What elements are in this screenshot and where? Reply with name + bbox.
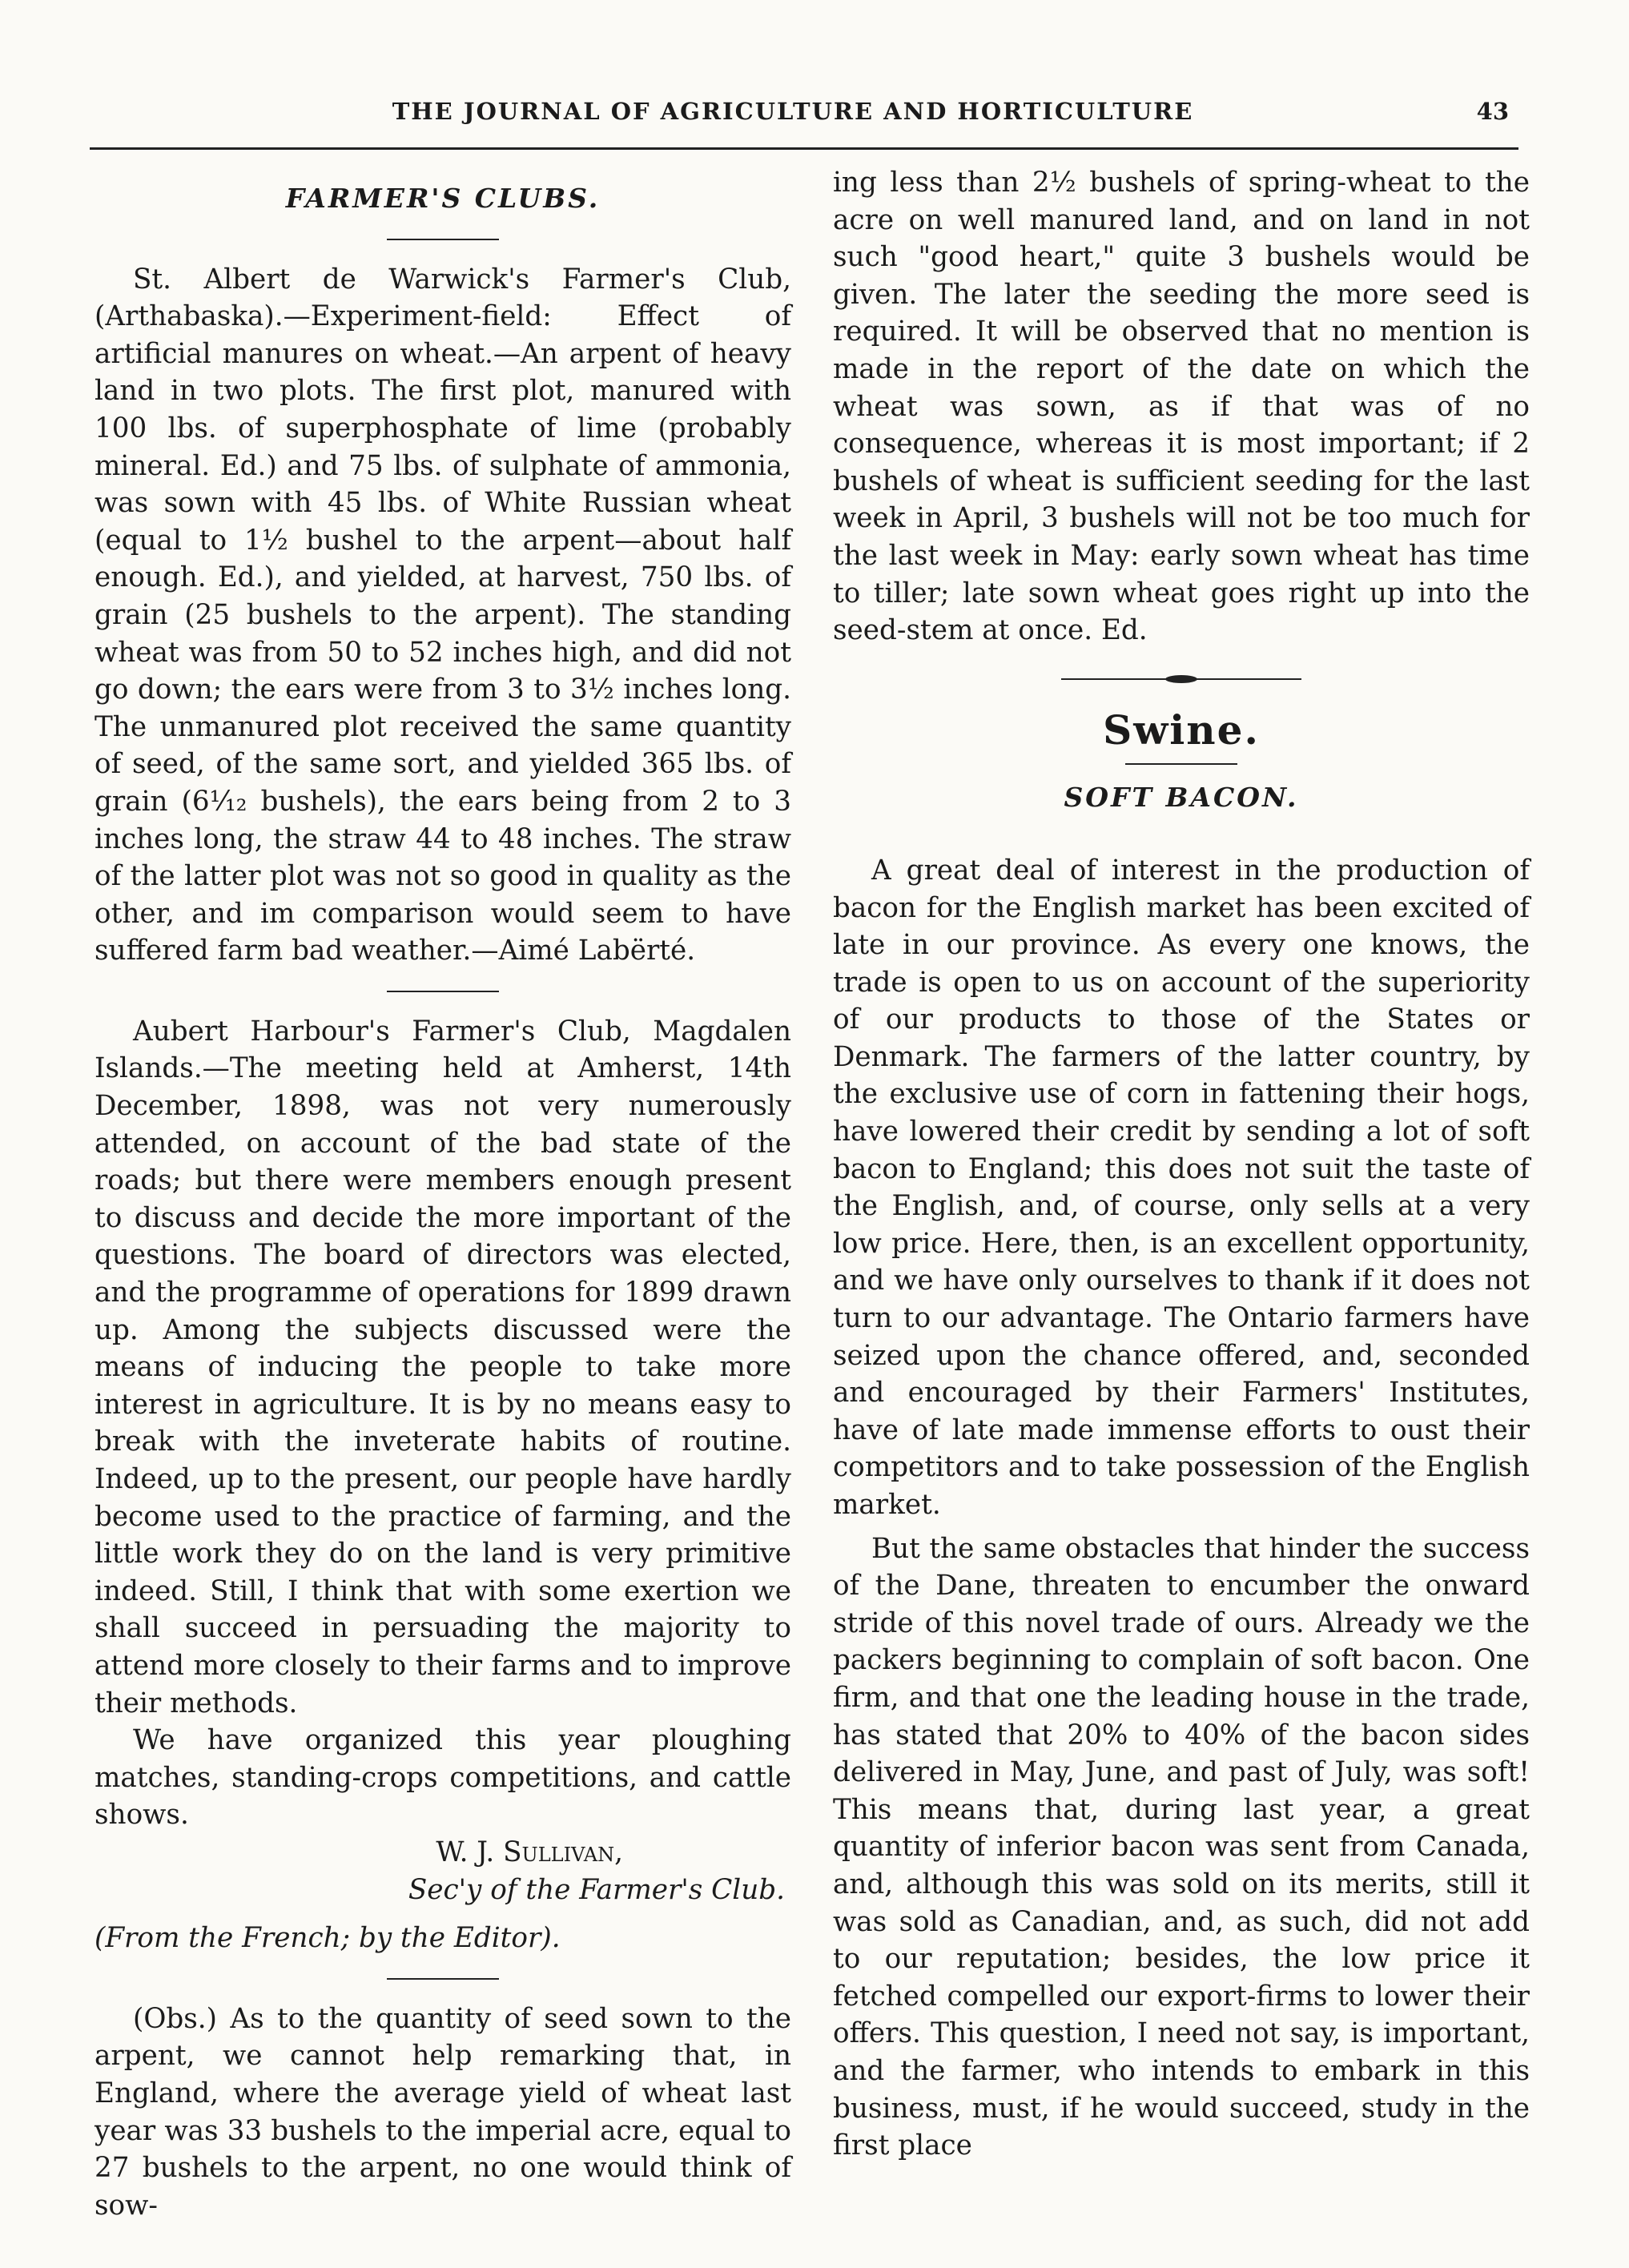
soft-bacon-heading: SOFT BACON. xyxy=(1064,782,1299,814)
bacon-paragraph-1: A great deal of interest in the production of bacon for the English market has been excited of late in our province. As every one knows, the trade is open to us on account of the superiority of our products to those of the States or Denmark. The farmers of the latter country, by the exclusive use of corn in fattening their hogs, have lowered their credit by sending a lot of soft bacon to England; this does not suit the taste of the English, and, of course, only sells at a very low price. Here, then, is an excellent opportunity, and we have only ourselves to thank if it does not turn to our advantage. The Ontario farmers have seized upon the chance offered, and, seconded and encouraged by their Farmers' Institutes, have of late made immense efforts to oust their competitors and to take possession of the English market. xyxy=(833,854,1530,1521)
right-column xyxy=(833,164,1530,2165)
page-number: 43 xyxy=(1476,98,1509,125)
divider xyxy=(387,239,499,240)
obs-paragraph: (Obs.) As to the quantity of seed sown to the arpent, we cannot help remarking that, in England, where the average yield of wheat last year was 33 bushels to the imperial acre, equal to 27 bushels to the arpent, no one would think of sow- xyxy=(95,2002,791,2222)
divider xyxy=(387,991,499,992)
divider xyxy=(387,1978,499,1980)
section-title: Swine. xyxy=(1103,706,1260,754)
translation-note: (From the French; by the Editor). xyxy=(95,1922,561,1955)
divider xyxy=(1125,763,1237,765)
running-header: THE JOURNAL OF AGRICULTURE AND HORTICULTURE xyxy=(392,98,1194,125)
signature-name: W. J. Sullivan, xyxy=(436,1836,623,1868)
spacer xyxy=(833,817,1530,852)
organized-paragraph: We have organized this year ploughing matches, standing-crops competitions, and cattle shows. xyxy=(95,1724,791,1832)
aubert-harbour-paragraph: Aubert Harbour's Farmer's Club, Magdalen Islands.—The meeting held at Amherst, 14th December, 1898, was not very numerously attended, on account of the bad state of the roads; but there were members enough present to discuss and decide the more important of the questions. The board of directors was elected, and the programme of operations for 1899 drawn up. Among the subjects discussed were the means of inducing the people to take more interest in agriculture. It is by no means easy to break with the inveterate habits of routine. Indeed, up to the present, our people have hardly become used to the practice of farming, and the little work they do on the land is very primitive indeed. Still, I think that with some exertion we shall succeed in persuading the majority to attend more closely to their farms and to improve their methods. xyxy=(95,1015,791,1719)
bacon-paragraph-2: But the same obstacles that hinder the success of the Dane, threaten to encumber the onward stride of this novel trade of ours. Already we the packers beginning to complain of soft bacon. One firm, and that one the leading house in the trade, has stated that 20% to 40% of the bacon sides delivered in May, June, and past of July, was soft! This means that, during last year, a great quantity of inferior bacon was sent from Canada, and, although this was sold on its merits, still it was sold as Canadian, and, as such, did not add to our reputation; besides, the low price it fetched compelled our export-firms to lower their offers. This question, I need not say, is important, and the farmer, who intends to embark in this business, must, if he would succeed, study in the first place xyxy=(833,1532,1530,2162)
signature-title: Sec'y of the Farmer's Club. xyxy=(408,1873,785,1906)
left-column xyxy=(95,164,791,2224)
obs-continuation: ing less than 2½ bushels of spring-wheat to the acre on well manured land, and on land in not such "good heart," quite 3 bushels would be given. The later the seeding the more seed is required. It will be observed that no mention is made in the report of the date on which the wheat was sown, as if that was of no consequence, whereas it is most important; if 2 bushels of wheat is sufficient seeding for the last week in April, 3 bushels will not be too much for the last week in May: early sown wheat has time to tiller; late sown wheat goes right up into the seed-stem at once. Ed. xyxy=(833,167,1530,647)
farmers-clubs-heading: FARMER'S CLUBS. xyxy=(285,183,601,214)
st-albert-paragraph: St. Albert de Warwick's Farmer's Club, (Arthabaska).—Experiment-field: Effect of artificial manures on wheat.—An arpent of heavy land in two plots. The first plot, manured with 100 lbs. of superphosphate of lime (probably mineral. Ed.) and 75 lbs. of sulphate of ammonia, was sown with 45 lbs. of White Russian wheat (equal to 1½ bushel to the arpent—about half enough. Ed.), and yielded, at harvest, 750 lbs. of grain (25 bushels to the arpent). The standing wheat was from 50 to 52 inches high, and did not go down; the ears were from 3 to 3½ inches long. The unmanured plot received the same quantity of seed, of the same sort, and yielded 365 lbs. of grain (6¹⁄₁₂ bushels), the ears being from 2 to 3 inches long, the straw 44 to 48 inches. The straw of the latter plot was not so good in quality as the other, and im comparison would seem to have suffered farm bad weather.—Aimé Labërté. xyxy=(95,263,791,967)
header-rule xyxy=(90,147,1518,150)
ornament-divider xyxy=(1061,678,1301,680)
